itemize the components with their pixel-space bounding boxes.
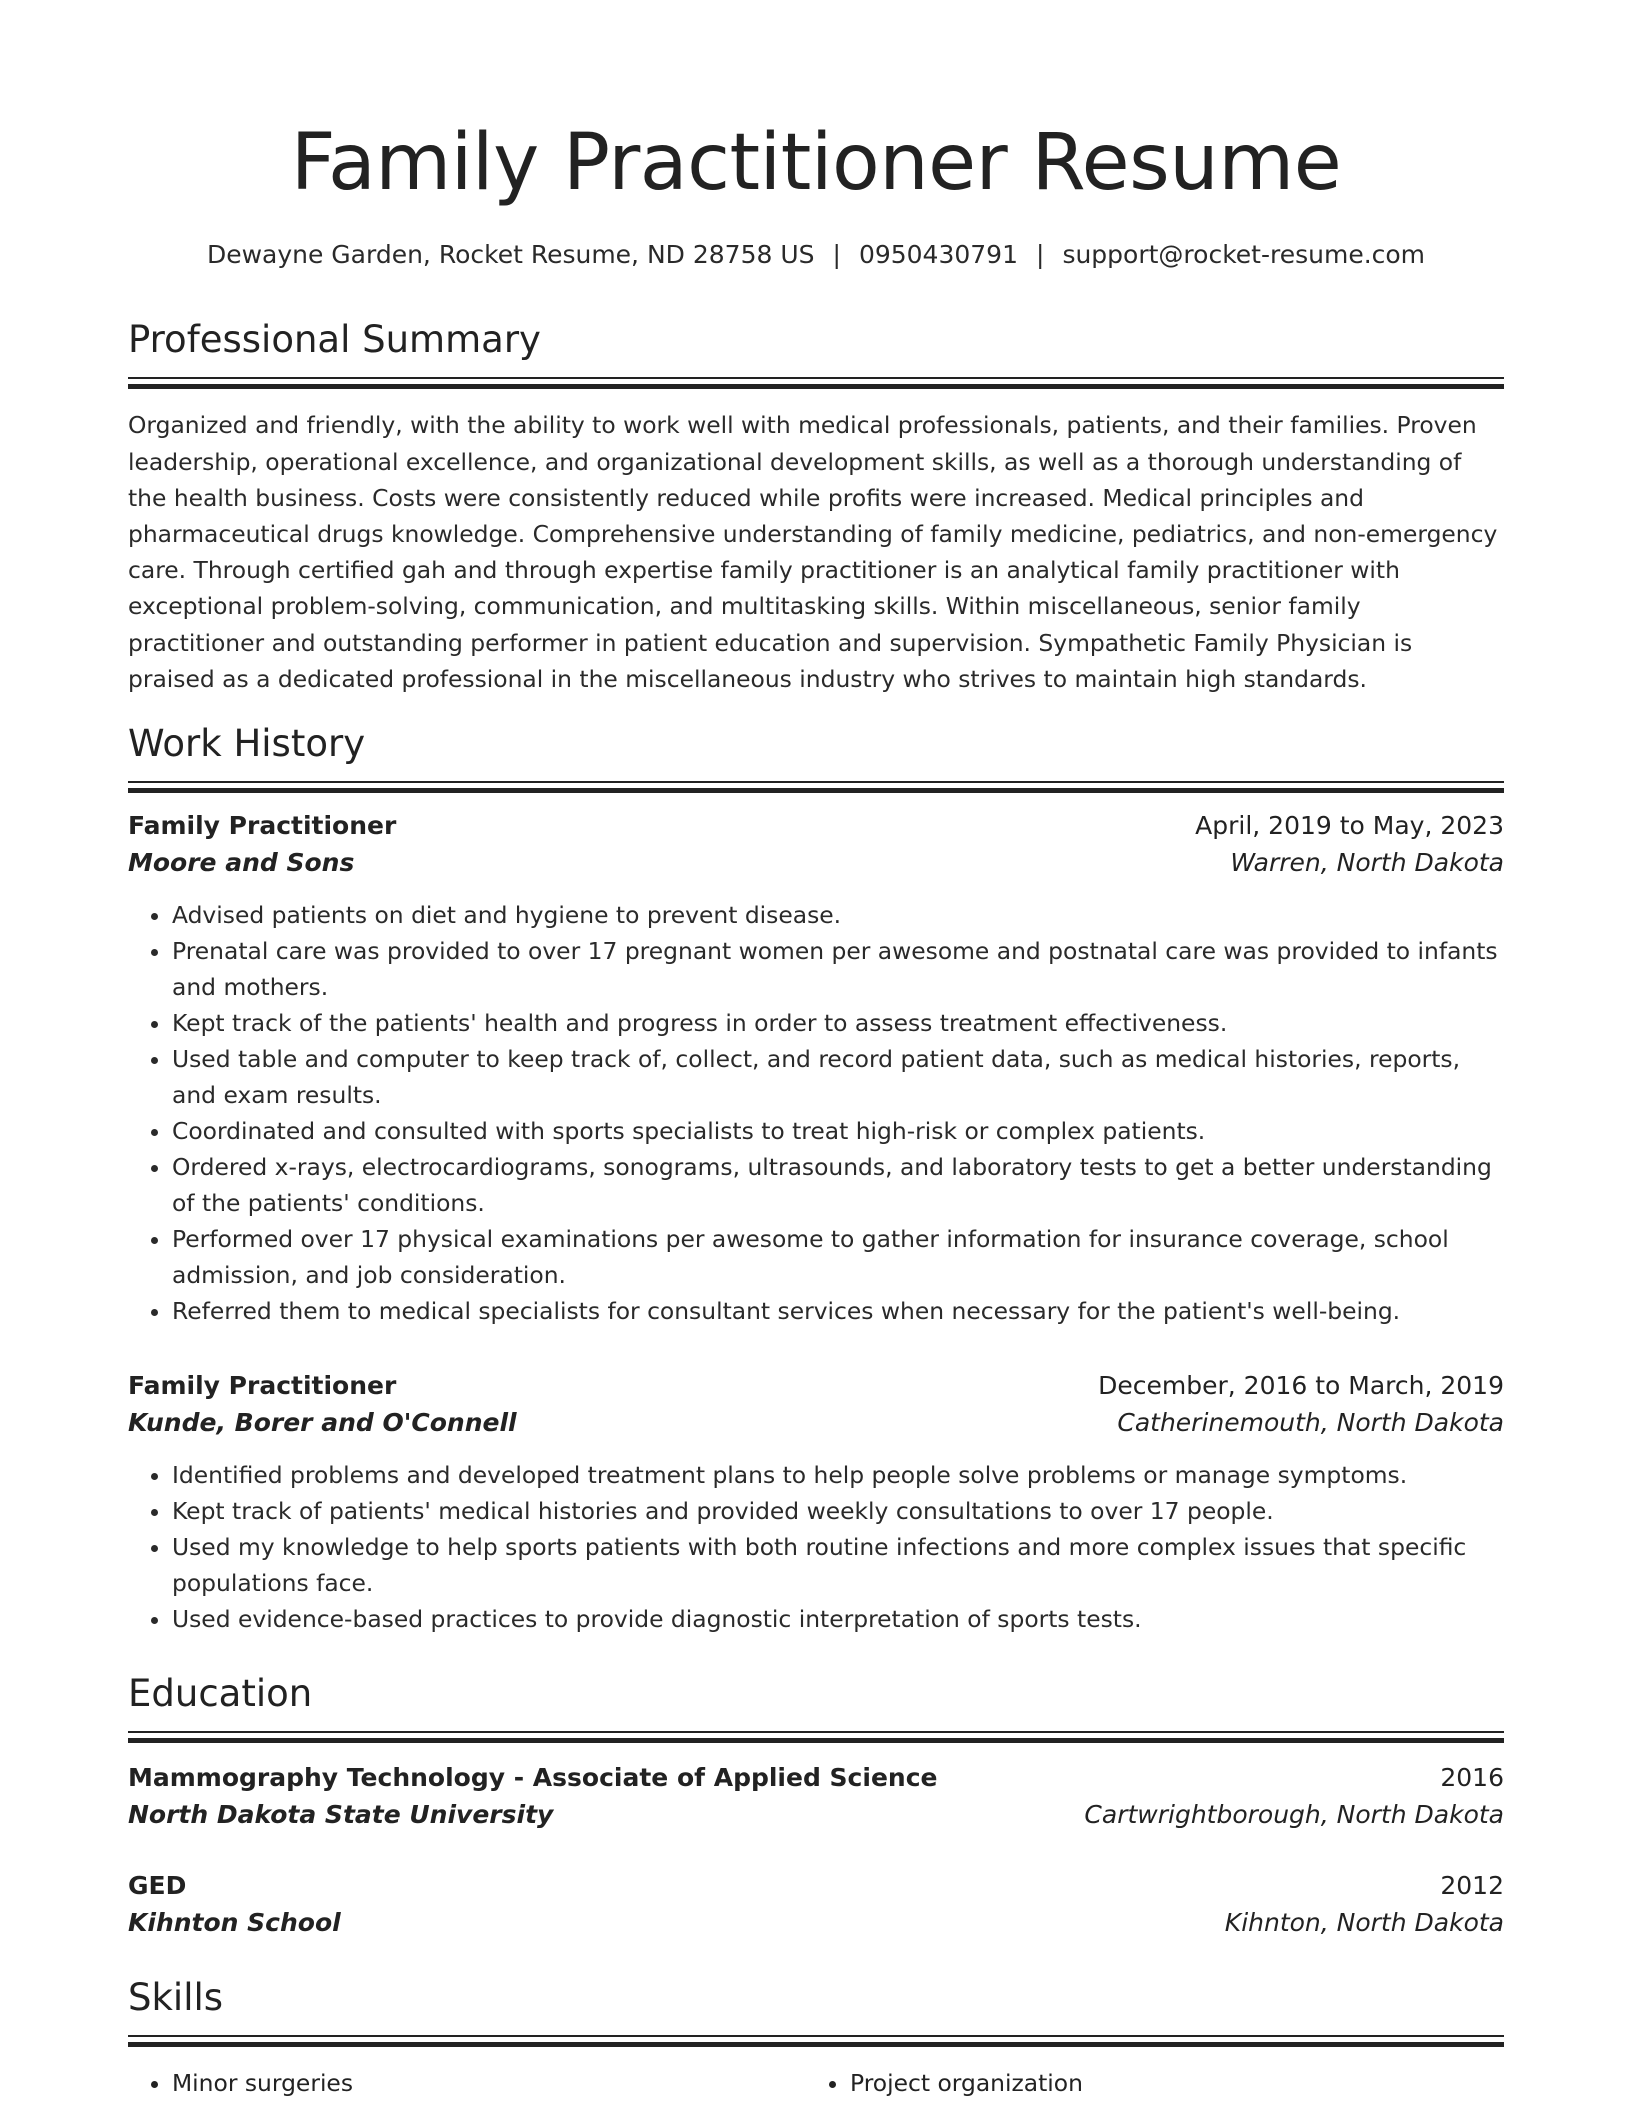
- contact-email: support@rocket-resume.com: [1062, 240, 1426, 269]
- list-item: • Ordered x-rays, electrocardiograms, sonograms, ultrasounds, and laboratory tests to get a better understanding of the patients' conditions.: [172, 1149, 1504, 1221]
- list-item: • Used my knowledge to help sports patients with both routine infections and more complex issues that specific populations face.: [172, 1529, 1504, 1601]
- degree-name: Mammography Technology - Associate of Applied Science: [128, 1763, 938, 1793]
- job-entry: [128, 1371, 1504, 1637]
- section-divider: [128, 1731, 1504, 1733]
- job-dates: April, 2019 to May, 2023: [1195, 811, 1504, 841]
- list-item: • Used evidence-based practices to provide diagnostic interpretation of sports tests.: [172, 1601, 1504, 1637]
- list-item: • Advised patients on diet and hygiene to prevent disease.: [172, 897, 1504, 933]
- list-item: • Kept track of the patients' health and progress in order to assess treatment effectiveness.: [172, 1005, 1504, 1041]
- contact-phone: 0950430791: [858, 240, 1018, 269]
- skills-list-right: [806, 2065, 1484, 2101]
- section-heading: Work History: [128, 722, 366, 765]
- job-dates: December, 2016 to March, 2019: [1098, 1371, 1504, 1401]
- section-divider: [128, 384, 1504, 389]
- work-history-section: [128, 722, 1504, 1637]
- skills-grid: [128, 2065, 1504, 2101]
- school-location: Kihnton, North Dakota: [1224, 1908, 1504, 1938]
- job-location: Catherinemouth, North Dakota: [1117, 1408, 1504, 1438]
- skills-list-left: [128, 2065, 806, 2101]
- contact-address: Dewayne Garden, Rocket Resume, ND 28758 US: [206, 240, 815, 269]
- list-item: • Kept track of patients' medical histories and provided weekly consultations to over 17 people.: [172, 1493, 1504, 1529]
- list-item: • Referred them to medical specialists for consultant services when necessary for the patient's well-being.: [172, 1293, 1504, 1329]
- section-divider: [128, 2042, 1504, 2047]
- section-divider: [128, 2035, 1504, 2037]
- education-entry: [128, 1871, 1504, 1937]
- list-item: • Project organization: [850, 2065, 1484, 2101]
- job-title: Family Practitioner: [128, 811, 397, 841]
- contact-separator: |: [832, 240, 841, 269]
- graduation-year: 2016: [1440, 1763, 1504, 1793]
- section-divider: [128, 781, 1504, 783]
- section-heading: Skills: [128, 1976, 224, 2019]
- list-item: • Used table and computer to keep track of, collect, and record patient data, such as medical histories, reports, and exam results.: [172, 1041, 1504, 1113]
- section-heading: Education: [128, 1672, 313, 1715]
- list-item: • Prenatal care was provided to over 17 pregnant women per awesome and postnatal care was provided to infants and mothers.: [172, 933, 1504, 1005]
- section-divider: [128, 377, 1504, 379]
- section-divider: [128, 1738, 1504, 1743]
- job-duties-list: [128, 897, 1504, 1329]
- school-name: North Dakota State University: [128, 1800, 554, 1830]
- job-location: Warren, North Dakota: [1230, 848, 1504, 878]
- employer-name: Kunde, Borer and O'Connell: [128, 1408, 517, 1438]
- list-item: • Identified problems and developed treatment plans to help people solve problems or manage symptoms.: [172, 1457, 1504, 1493]
- school-name: Kihnton School: [128, 1908, 341, 1938]
- list-item: • Performed over 17 physical examinations per awesome to gather information for insurance coverage, school admission, and job consideration.: [172, 1221, 1504, 1293]
- list-item: • Minor surgeries: [172, 2065, 806, 2101]
- education-section: [128, 1672, 1504, 1937]
- skills-section: [128, 1976, 1504, 2101]
- employer-name: Moore and Sons: [128, 848, 355, 878]
- graduation-year: 2012: [1440, 1871, 1504, 1901]
- resume-title: Family Practitioner Resume: [290, 118, 1342, 208]
- school-location: Cartwrightborough, North Dakota: [1084, 1800, 1504, 1830]
- education-entry: [128, 1763, 1504, 1829]
- section-divider: [128, 788, 1504, 793]
- job-entry: [128, 811, 1504, 1329]
- job-duties-list: [128, 1457, 1504, 1637]
- summary-paragraph: Organized and friendly, with the ability to work well with medical professionals, patients, and their families. Proven leadership, operational excellence, and organizational development skills, as well as a thorough understanding of the health business. Costs were consistently reduced while profits were increased. Medical principles and pharmaceutical drugs knowledge. Comprehensive understanding of family medicine, pediatrics, and non-emergency care. Through certified gah and through expertise family practitioner is an analytical family practitioner with exceptional problem-solving, communication, and multitasking skills. Within miscellaneous, senior family practitioner and outstanding performer in patient education and supervision. Sympathetic Family Physician is praised as a dedicated professional in the miscellaneous industry who strives to maintain high standards.: [128, 411, 1498, 693]
- degree-name: GED: [128, 1871, 187, 1901]
- summary-section: [128, 318, 1504, 697]
- job-title: Family Practitioner: [128, 1371, 397, 1401]
- contact-separator: |: [1036, 240, 1045, 269]
- list-item: • Coordinated and consulted with sports specialists to treat high-risk or complex patients.: [172, 1113, 1504, 1149]
- contact-line: [128, 240, 1504, 269]
- section-heading: Professional Summary: [128, 318, 541, 361]
